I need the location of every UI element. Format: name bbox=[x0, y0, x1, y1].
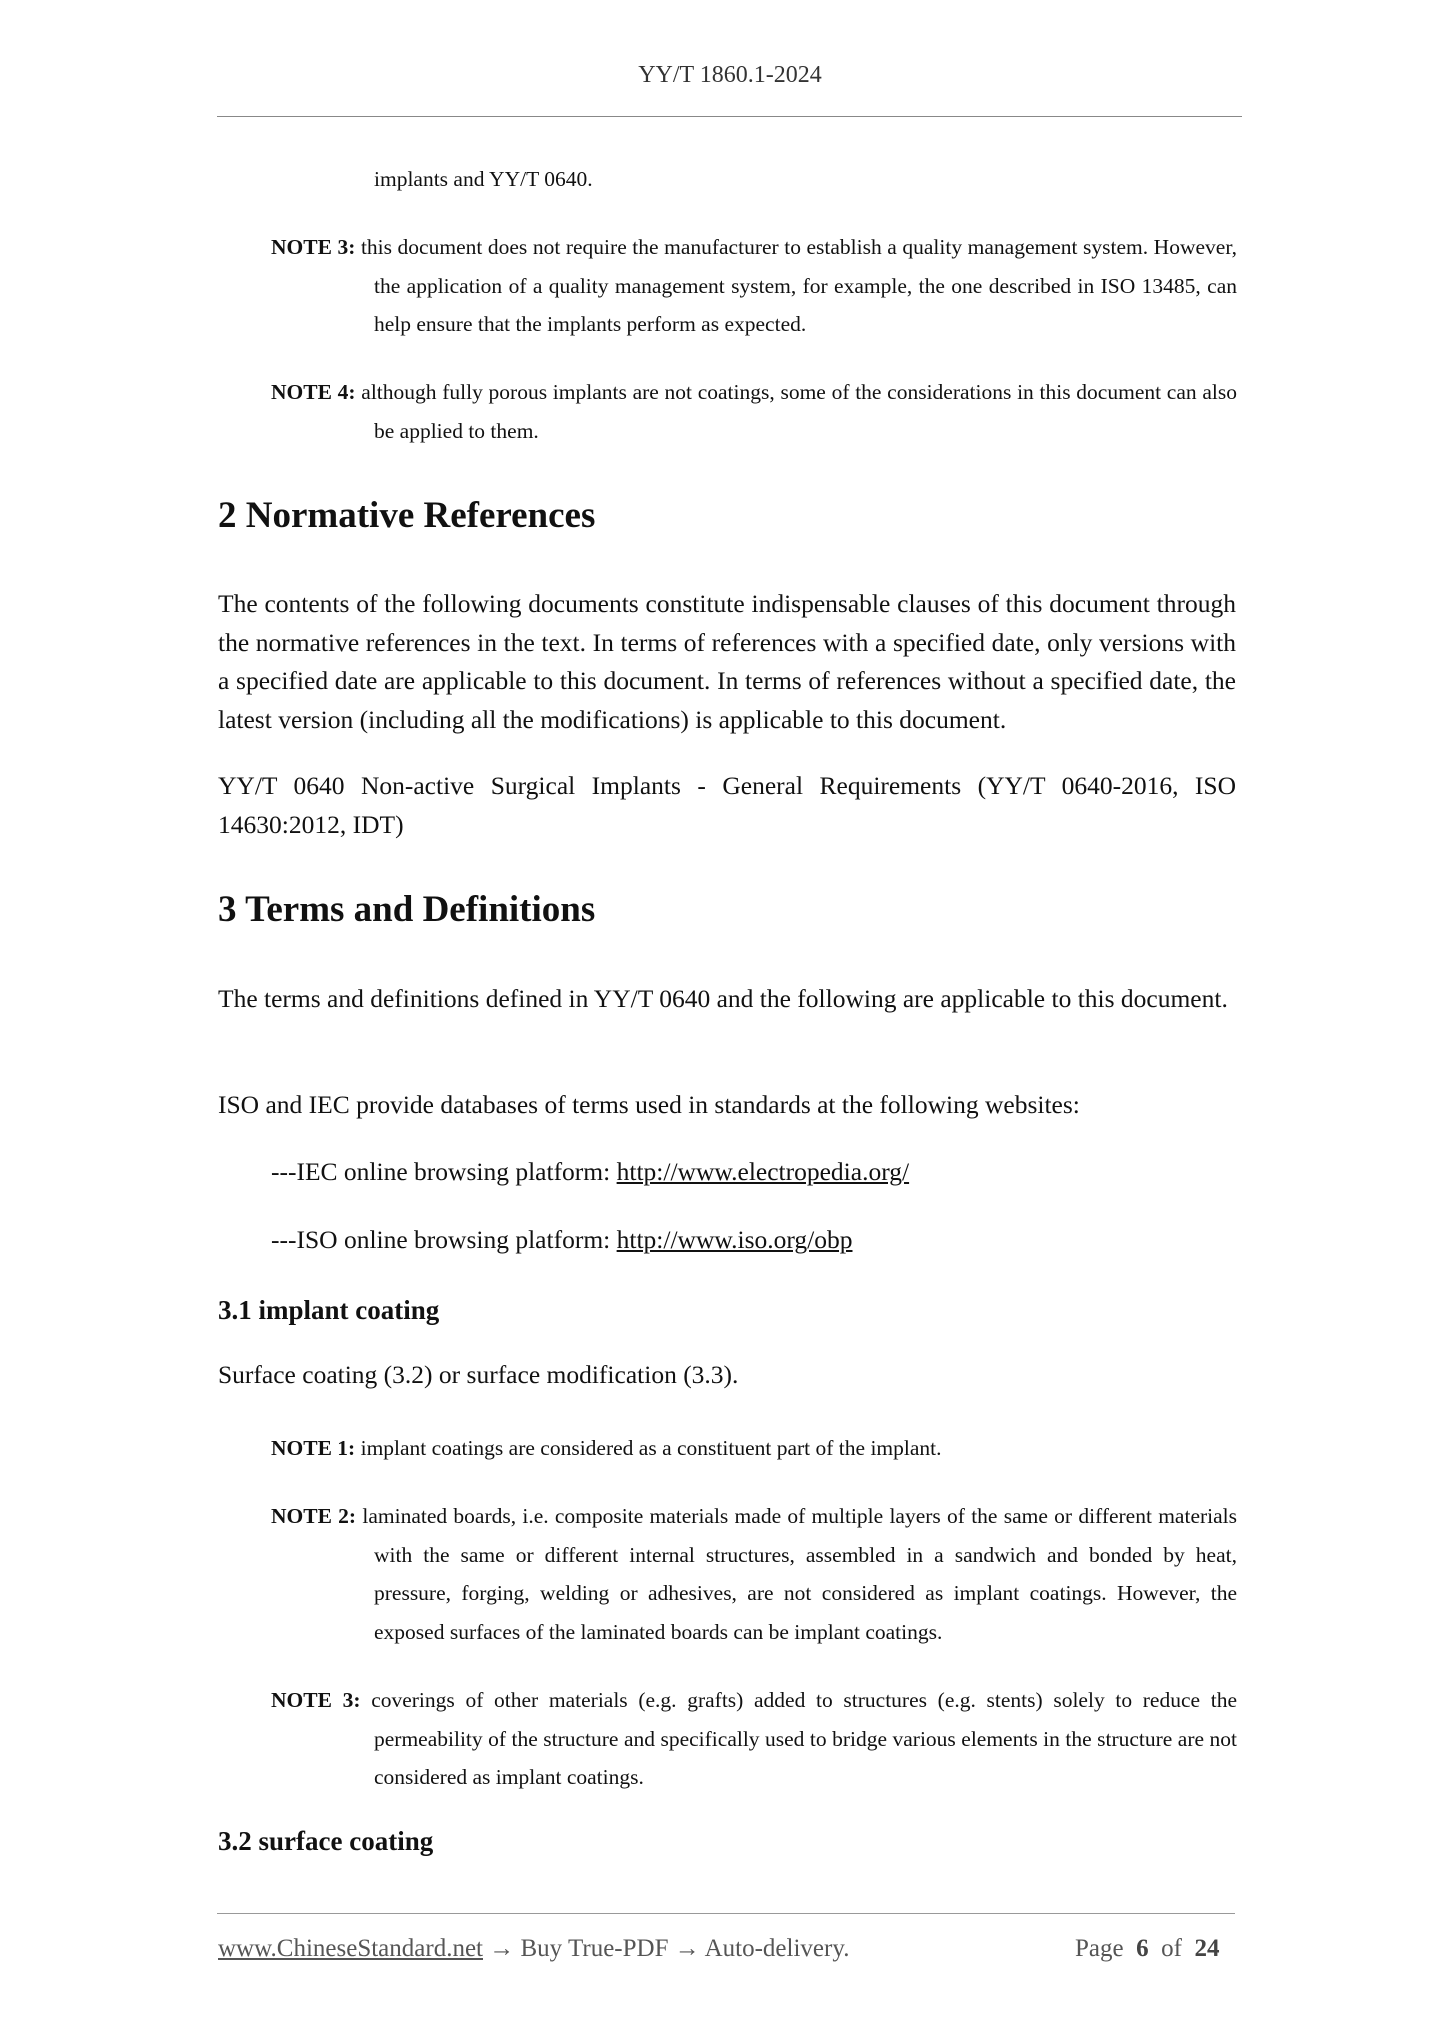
subsection-3-1-definition: Surface coating (3.2) or surface modification (3.3). bbox=[218, 1360, 739, 1389]
footer-promo bbox=[218, 1935, 849, 1963]
footer-tagline: → Buy True-PDF → Auto-delivery. bbox=[483, 1935, 850, 1962]
scope-note-3 bbox=[271, 228, 1237, 344]
section-3-paragraph-1: The terms and definitions defined in YY/T 0640 and the following are applicable to this document. bbox=[218, 984, 1228, 1013]
section-2-paragraph-2: YY/T 0640 Non-active Surgical Implants - General Requirements (YY/T 0640-2016, ISO 14630:2012, IDT) bbox=[218, 771, 1236, 839]
electropedia-link[interactable]: http://www.electropedia.org/ bbox=[616, 1157, 910, 1186]
section-3-heading: 3 Terms and Definitions bbox=[218, 889, 596, 930]
definition-note-3 bbox=[271, 1681, 1237, 1797]
scope-continuation: implants and YY/T 0640. bbox=[374, 167, 593, 191]
chinesestandard-link[interactable]: www.ChineseStandard.net bbox=[218, 1935, 483, 1962]
subsection-3-1-heading: 3.1 implant coating bbox=[218, 1295, 440, 1325]
page-label: Page bbox=[1075, 1935, 1124, 1962]
footer-divider bbox=[217, 1913, 1235, 1914]
subsection-3-2-heading: 3.2 surface coating bbox=[218, 1826, 434, 1856]
link-prefix: ---ISO online browsing platform: bbox=[271, 1225, 617, 1254]
header-divider bbox=[217, 116, 1242, 117]
note-label: NOTE 2: bbox=[271, 1504, 357, 1528]
iso-platform-line bbox=[271, 1221, 853, 1260]
note-label: NOTE 3: bbox=[271, 235, 356, 259]
section-3-paragraph-2: ISO and IEC provide databases of terms used in standards at the following websites: bbox=[218, 1090, 1080, 1119]
note-text: this document does not require the manufacturer to establish a quality management system. However, the application of a quality management system, for example, the one described in ISO 13485, can help ensure that the implants perform as expected. bbox=[360, 235, 1237, 336]
definition-note-1 bbox=[271, 1429, 1237, 1468]
page-of: of bbox=[1161, 1935, 1182, 1962]
section-2-paragraph-1: The contents of the following documents constitute indispensable clauses of this document through the normative references in the text. In terms of references with a specified date, only versions with a specified date are applicable to this document. In terms of references without a specified date, the latest version (including all the modifications) is applicable to this document. bbox=[218, 589, 1236, 734]
note-label: NOTE 1: bbox=[271, 1436, 356, 1460]
note-text: laminated boards, i.e. composite materials made of multiple layers of the same or different materials with the same or different internal structures, assembled in a sandwich and bonded by heat, pressure, forging, welding or adhesives, are not considered as implant coatings. However, the exposed surfaces of the laminated boards can be implant coatings. bbox=[362, 1504, 1238, 1644]
iec-platform-line bbox=[271, 1153, 909, 1192]
page-current: 6 bbox=[1136, 1935, 1149, 1962]
note-label: NOTE 3: bbox=[271, 1688, 361, 1712]
document-header: YY/T 1860.1-2024 bbox=[638, 62, 822, 88]
note-text: implant coatings are considered as a constituent part of the implant. bbox=[360, 1436, 942, 1460]
link-prefix: ---IEC online browsing platform: bbox=[271, 1157, 617, 1186]
page-indicator bbox=[1075, 1935, 1219, 1963]
note-label: NOTE 4: bbox=[271, 380, 356, 404]
iso-obp-link[interactable]: http://www.iso.org/obp bbox=[616, 1225, 853, 1254]
note-text: coverings of other materials (e.g. grafts) added to structures (e.g. stents) solely to reduce the permeability of the structure and specifically used to bridge various elements in the structure are not considered as implant coatings. bbox=[371, 1688, 1237, 1789]
definition-note-2 bbox=[271, 1497, 1237, 1651]
page-total: 24 bbox=[1194, 1935, 1220, 1962]
section-2-heading: 2 Normative References bbox=[218, 495, 596, 536]
scope-note-4 bbox=[271, 373, 1237, 450]
note-text: although fully porous implants are not coatings, some of the considerations in this document can also be applied to them. bbox=[361, 380, 1237, 443]
